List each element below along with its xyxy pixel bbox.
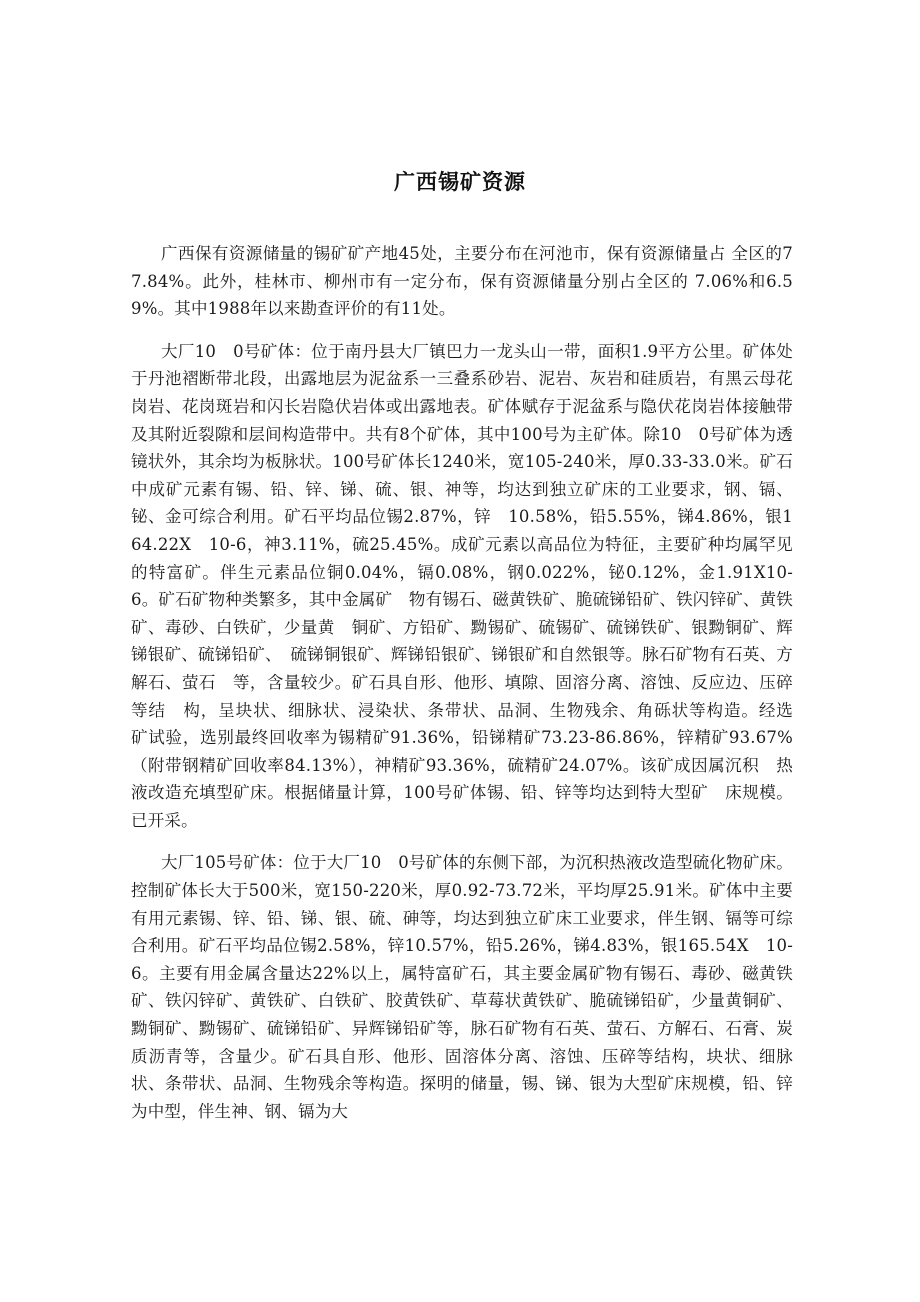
paragraph: 大厂10 0号矿体：位于南丹县大厂镇巴力一龙头山一带，面积1.9平方公里。矿体处于丹池褶断带北段，出露地层为泥盆系一三叠系砂岩、泥岩、灰岩和硅质岩，有黑云母花岗岩、花岗斑岩和闪长岩隐伏岩体或出露地表。矿体赋存于泥盆系与隐伏花岗岩体接触带及其附近裂隙和层间构造带中。共有8个矿体，其中100号为主矿体。除10 0号矿体为透镜状外，其余均为板脉状。100号矿体长1240米，宽105-240米，厚0.33-33.0米。矿石中成矿元素有锡、铅、锌、锑、硫、银、神等，均达到独立矿床的工业要求，钢、镉、铋、金可综合利用。矿石平均品位锡2.87%，锌 10.58%，铅5.55%，锑4.86%，银164.22X 10-6，神3.11%，硫25.45%。成矿元素以高品位为特征，主要矿种均属罕见的特富矿。伴生元素品位铜0.04%，镉0.08%，钢0.022%，铋0.12%，金1.91X10-6。矿石矿物种类繁多，其中金属矿 物有锡石、磁黄铁矿、脆硫锑铅矿、铁闪锌矿、黄铁矿、毒砂、白铁矿，少量黄 铜矿、方铅矿、黝锡矿、硫锡矿、硫锑铁矿、银黝铜矿、辉锑银矿、硫锑铅矿、 硫锑铜银矿、辉锑铅银矿、锑银矿和自然银等。脉石矿物有石英、方解石、萤石 等，含量较少。矿石具自形、他形、填隙、固溶分离、溶蚀、反应边、压碎等结 构，呈块状、细脉状、浸染状、条带状、品洞、生物残余、角砾状等构造。经选 矿试验，选别最终回收率为锡精矿91.36%，铅锑精矿73.23-86.86%，锌精矿93.67% （附带钢精矿回收率84.13%），神精矿93.36%，硫精矿24.07%。该矿成因属沉积 热液改造充填型矿床。根据储量计算，100号矿体锡、铅、锌等均达到特大型矿 床规模。已开采。 [131,341,810,830]
document-title: 广西锡矿资源 [394,170,526,194]
paragraph: 大厂105号矿体：位于大厂10 0号矿体的东侧下部，为沉积热液改造型硫化物矿床。控制矿体长大于500米，宽150-220米，厚0.92-73.72米，平均厚25.91米。矿体中主要有用元素锡、锌、铅、锑、银、硫、砷等，均达到独立矿床工业要求，伴生钢、镉等可综合利用。矿石平均品位锡2.58%，锌10.57%，铅5.26%，锑4.83%，银165.54X 10-6。主要有用金属含量达22%以上，属特富矿石，其主要金属矿物有锡石、毒砂、磁黄铁矿、铁闪锌矿、黄铁矿、白铁矿、胶黄铁矿、草莓状黄铁矿、脆硫锑铅矿，少量黄铜矿、黝铜矿、黝锡矿、硫锑铅矿、异辉锑铅矿等，脉石矿物有石英、萤石、方解石、石膏、炭质沥青等，含量少。矿石具自形、他形、固溶体分离、溶蚀、压碎等结构，块状、细脉状、条带状、品洞、生物残余等构造。探明的储量，锡、锑、银为大型矿床规模，铅、锌为中型，伴生神、钢、镉为大 [131,853,793,1121]
document-body [131,240,810,1140]
paragraph: 广西保有资源储量的锡矿矿产地45处，主要分布在河池市，保有资源储量占 全区的77.84%。此外，桂林市、柳州市有一定分布，保有资源储量分别占全区的 7.06%和6.59%。其中1988年以来勘查评价的有11处。 [131,244,793,319]
